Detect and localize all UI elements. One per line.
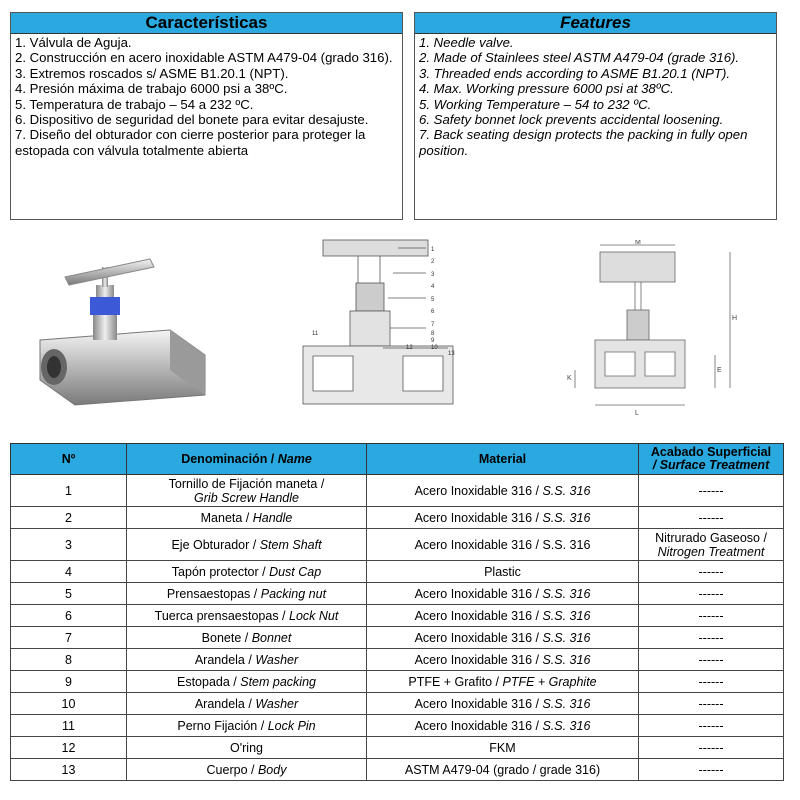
- table-row: [11, 693, 784, 715]
- callout-label: 5: [431, 297, 435, 303]
- cell-surface-es: ------: [698, 510, 724, 525]
- cell-name: [127, 475, 367, 507]
- cell-surface: [639, 605, 784, 627]
- table-row: [11, 649, 784, 671]
- cell-surface: [639, 475, 784, 507]
- cell-name-es: Tornillo de Fijación maneta /: [168, 476, 325, 491]
- cell-name-en: Stem Shaft: [259, 537, 322, 552]
- features-es-title: Características: [11, 13, 402, 34]
- callout-label: 2: [431, 259, 435, 265]
- table-row: [11, 671, 784, 693]
- cell-surface-es: ------: [698, 696, 724, 711]
- cell-name: [127, 671, 367, 693]
- table-row: [11, 561, 784, 583]
- cell-material-es: Acero Inoxidable 316 /: [414, 510, 543, 525]
- features-en-item: 1. Needle valve.: [419, 35, 514, 50]
- features-en-item: 2. Made of Stainlees steel ASTM A479-04 (grade 316).: [419, 50, 740, 66]
- cell-material-es: Acero Inoxidable 316 / S.S. 316: [414, 537, 591, 552]
- cell-material-es: Plastic: [484, 564, 521, 579]
- table-row: [11, 529, 784, 561]
- cell-name: [127, 737, 367, 759]
- table-row: [11, 627, 784, 649]
- cell-material: [367, 671, 639, 693]
- cell-material-en: S.S. 316: [542, 483, 591, 498]
- cell-name-es: Prensaestopas /: [166, 586, 261, 601]
- cell-name-en: Grib Screw Handle: [194, 490, 299, 505]
- parts-table-body: [11, 475, 784, 781]
- cell-name-es: Perno Fijación /: [177, 718, 268, 733]
- cell-material: [367, 583, 639, 605]
- cell-material: [367, 715, 639, 737]
- cell-number: 7: [11, 627, 127, 649]
- callout-label: 12: [406, 345, 413, 351]
- cell-number: 5: [11, 583, 127, 605]
- features-es-item: 6. Dispositivo de seguridad del bonete para evitar desajuste.: [15, 112, 369, 128]
- cell-name: [127, 649, 367, 671]
- cell-name-en: Lock Pin: [267, 718, 316, 733]
- cell-material-en: S.S. 316: [542, 510, 591, 525]
- features-es-item: 5. Temperatura de trabajo – 54 a 232 ºC.: [15, 96, 254, 112]
- cell-surface-es: ------: [698, 652, 724, 667]
- cell-surface-es: ------: [698, 564, 724, 579]
- features-es-item: 2. Construcción en acero inoxidable ASTM A479-04 (grado 316).: [15, 50, 393, 66]
- cell-surface-es: ------: [698, 740, 724, 755]
- cell-surface-es: ------: [698, 586, 724, 601]
- cell-name-en: Body: [257, 762, 287, 777]
- cell-number: 10: [11, 693, 127, 715]
- dim-label: L: [635, 410, 639, 417]
- cell-material: [367, 759, 639, 781]
- cell-name: [127, 507, 367, 529]
- features-en-item: 6. Safety bonnet lock prevents accidental loosening.: [419, 112, 724, 128]
- cell-material-en: S.S. 316: [542, 630, 591, 645]
- cell-name: [127, 583, 367, 605]
- header-name-en: Name: [277, 451, 312, 466]
- cell-surface: [639, 649, 784, 671]
- cell-surface: [639, 529, 784, 561]
- table-row: [11, 583, 784, 605]
- cell-name-es: Arandela /: [194, 652, 256, 667]
- cell-surface-es: ------: [698, 674, 724, 689]
- cell-name-en: Bonnet: [251, 630, 292, 645]
- cell-surface: [639, 737, 784, 759]
- cell-name: [127, 693, 367, 715]
- cell-name-es: Cuerpo /: [206, 762, 258, 777]
- header-number: Nº: [11, 444, 127, 475]
- cell-surface: [639, 583, 784, 605]
- cell-name: [127, 627, 367, 649]
- table-row: [11, 475, 784, 507]
- callout-label: 8: [431, 331, 435, 337]
- cell-name-es: Tuerca prensaestopas /: [154, 608, 289, 623]
- features-en-list: [415, 34, 776, 158]
- cell-name-en: Handle: [252, 510, 293, 525]
- cell-surface: [639, 693, 784, 715]
- features-es-item: 1. Válvula de Aguja.: [15, 35, 132, 50]
- cell-material-es: Acero Inoxidable 316 /: [414, 586, 543, 601]
- callout-label: 1: [431, 247, 435, 253]
- features-en-title: Features: [415, 13, 776, 34]
- cell-number: 8: [11, 649, 127, 671]
- callout-label: 13: [448, 351, 455, 357]
- dim-label: M: [635, 240, 641, 246]
- table-row: [11, 737, 784, 759]
- callout-label: 3: [431, 272, 435, 278]
- cell-material-en: S.S. 316: [542, 586, 591, 601]
- cell-material-en: S.S. 316: [542, 608, 591, 623]
- cell-surface-es: Nitrurado Gaseoso /: [655, 530, 767, 545]
- header-surface: [639, 444, 784, 475]
- valve-photo: [30, 245, 230, 420]
- cell-surface: [639, 627, 784, 649]
- cell-material-es: FKM: [489, 740, 516, 755]
- cell-material-en: S.S. 316: [542, 718, 591, 733]
- cell-surface: [639, 671, 784, 693]
- cell-number: 1: [11, 475, 127, 507]
- cell-number: 4: [11, 561, 127, 583]
- cell-surface-es: ------: [698, 630, 724, 645]
- cell-name: [127, 605, 367, 627]
- cell-name-en: Washer: [255, 652, 299, 667]
- cell-name: [127, 529, 367, 561]
- cell-number: 2: [11, 507, 127, 529]
- cell-surface: [639, 715, 784, 737]
- features-es-list: [11, 34, 402, 158]
- callout-label: 11: [312, 331, 319, 337]
- cell-number: 11: [11, 715, 127, 737]
- cell-name-es: Tapón protector /: [171, 564, 270, 579]
- features-es-item: 4. Presión máxima de trabajo 6000 psi a 38ºC.: [15, 81, 288, 97]
- header-surface-en: / Surface Treatment: [652, 458, 770, 472]
- features-es-panel: [10, 12, 403, 220]
- cell-name-en: Washer: [255, 696, 299, 711]
- cell-surface-es: ------: [698, 608, 724, 623]
- cell-surface-en: Nitrogen Treatment: [657, 544, 765, 559]
- cell-material: [367, 737, 639, 759]
- cell-material-es: Acero Inoxidable 316 /: [414, 696, 543, 711]
- table-row: [11, 759, 784, 781]
- header-name-es: Denominación /: [181, 451, 278, 466]
- cell-name: [127, 715, 367, 737]
- header-surface-es: Acabado Superficial: [650, 445, 772, 459]
- features-es-item: 3. Extremos roscados s/ ASME B1.20.1 (NPT).: [15, 65, 289, 81]
- cell-name-es: Eje Obturador /: [171, 537, 260, 552]
- cell-material-es: Acero Inoxidable 316 /: [414, 608, 543, 623]
- cell-material: [367, 627, 639, 649]
- callout-label: 10: [431, 345, 438, 351]
- cell-material-es: ASTM A479-04 (grado / grade 316): [404, 762, 601, 777]
- cell-material-en: S.S. 316: [542, 696, 591, 711]
- cell-name-en: Dust Cap: [269, 564, 322, 579]
- cell-surface: [639, 759, 784, 781]
- cell-name-es: O'ring: [230, 740, 263, 755]
- valve-dimension-drawing: [555, 240, 745, 420]
- dim-label: K: [567, 375, 572, 382]
- cell-name-es: Arandela /: [194, 696, 256, 711]
- features-en-item: 4. Max. Working pressure 6000 psi at 38ºC.: [419, 81, 674, 97]
- cell-material-en: PTFE + Graphite: [502, 674, 597, 689]
- cell-material: [367, 561, 639, 583]
- cell-material: [367, 507, 639, 529]
- cell-name-es: Maneta /: [200, 510, 253, 525]
- cell-material-es: Acero Inoxidable 316 /: [414, 652, 543, 667]
- header-name: [127, 444, 367, 475]
- cell-material: [367, 605, 639, 627]
- cell-material: [367, 649, 639, 671]
- cell-number: 12: [11, 737, 127, 759]
- features-en-item: 7. Back seating design protects the packing in fully open position.: [419, 127, 748, 158]
- cell-surface-es: ------: [698, 718, 724, 733]
- features-en-item: 3. Threaded ends according to ASME B1.20.1 (NPT).: [419, 65, 731, 81]
- cell-number: 13: [11, 759, 127, 781]
- cell-material: [367, 529, 639, 561]
- table-row: [11, 605, 784, 627]
- header-material: Material: [367, 444, 639, 475]
- table-row: [11, 507, 784, 529]
- cell-surface-es: ------: [698, 762, 724, 777]
- cell-material-es: Acero Inoxidable 316 /: [414, 483, 543, 498]
- valve-section-drawing: [298, 238, 468, 408]
- cell-surface-es: ------: [698, 483, 724, 498]
- cell-name-es: Estopada /: [177, 674, 241, 689]
- callout-label: 7: [431, 322, 435, 328]
- cell-material: [367, 475, 639, 507]
- cell-name-es: Bonete /: [201, 630, 252, 645]
- cell-name-en: Packing nut: [260, 586, 327, 601]
- cell-material-en: S.S. 316: [542, 652, 591, 667]
- dim-label: H: [732, 315, 738, 322]
- parts-table: [10, 443, 784, 781]
- cell-name-en: Lock Nut: [289, 608, 339, 623]
- cell-material-es: PTFE + Grafito /: [408, 674, 503, 689]
- callout-label: 4: [431, 284, 435, 290]
- cell-material-es: Acero Inoxidable 316 /: [414, 718, 543, 733]
- cell-material-es: Acero Inoxidable 316 /: [414, 630, 543, 645]
- cell-surface: [639, 561, 784, 583]
- cell-surface: [639, 507, 784, 529]
- cell-name: [127, 561, 367, 583]
- cell-name-en: Stem packing: [240, 674, 316, 689]
- callout-label: 9: [431, 338, 435, 344]
- table-row: [11, 715, 784, 737]
- cell-number: 9: [11, 671, 127, 693]
- cell-material: [367, 693, 639, 715]
- cell-number: 6: [11, 605, 127, 627]
- table-header-row: [11, 444, 784, 475]
- cell-name: [127, 759, 367, 781]
- cell-number: 3: [11, 529, 127, 561]
- dim-label: E: [717, 367, 722, 374]
- features-en-item: 5. Working Temperature – 54 to 232 ºC.: [419, 96, 652, 112]
- features-en-panel: [414, 12, 777, 220]
- features-es-item: 7. Diseño del obturador con cierre posterior para proteger la estopada con válvula totalmente abierta: [15, 127, 366, 158]
- callout-label: 6: [431, 309, 435, 315]
